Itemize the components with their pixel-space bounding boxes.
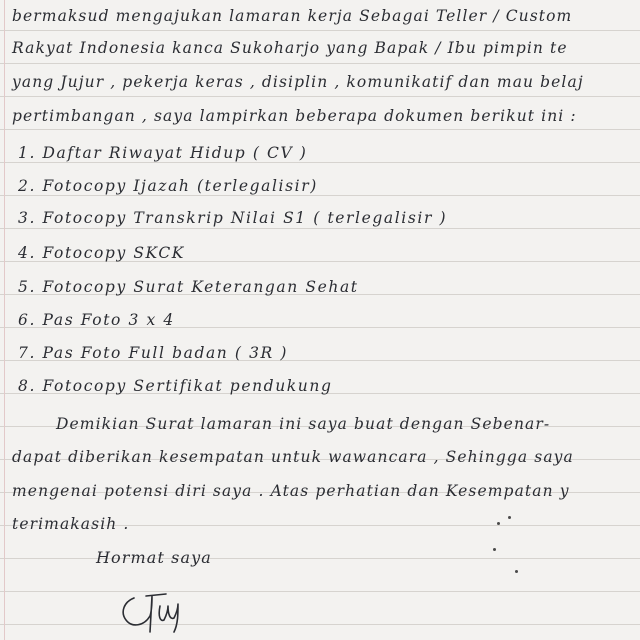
- salutation: Hormat saya: [96, 548, 212, 567]
- letter-line-1: bermaksud mengajukan lamaran kerja Sebagai Teller / Custom: [12, 7, 573, 25]
- document-list-item-3: 3. Fotocopy Transkrip Nilai S1 ( terlegalisir ): [18, 209, 448, 227]
- ink-speck: [515, 570, 518, 573]
- ink-speck: [497, 522, 500, 525]
- ink-speck: [508, 516, 511, 519]
- closing-line-2: dapat diberikan kesempatan untuk wawancara , Sehingga saya: [12, 448, 574, 466]
- closing-line-3: mengenai potensi diri saya . Atas perhatian dan Kesempatan y: [12, 482, 570, 500]
- document-list-item-7: 7. Pas Foto Full badan ( 3R ): [18, 344, 288, 362]
- ink-speck: [493, 548, 496, 551]
- letter-line-2: Rakyat Indonesia kanca Sukoharjo yang Bapak / Ibu pimpin te: [12, 39, 568, 57]
- letter-line-4: pertimbangan , saya lampirkan beberapa dokumen berikut ini :: [12, 107, 577, 125]
- closing-line-4: terimakasih .: [12, 515, 130, 533]
- handwritten-signature: [112, 576, 192, 634]
- letter-line-3: yang Jujur , pekerja keras , disiplin , komunikatif dan mau belaj: [12, 73, 584, 91]
- document-list-item-4: 4. Fotocopy SKCK: [18, 244, 185, 262]
- document-list-item-8: 8. Fotocopy Sertifikat pendukung: [18, 377, 333, 395]
- document-list-item-5: 5. Fotocopy Surat Keterangan Sehat: [18, 278, 359, 296]
- document-list-item-2: 2. Fotocopy Ijazah (terlegalisir): [18, 177, 318, 195]
- document-list-item-6: 6. Pas Foto 3 x 4: [18, 311, 175, 329]
- paper-margin-line: [4, 0, 5, 640]
- closing-line-1: Demikian Surat lamaran ini saya buat dengan Sebenar-: [56, 415, 551, 433]
- document-list-item-1: 1. Daftar Riwayat Hidup ( CV ): [18, 144, 308, 162]
